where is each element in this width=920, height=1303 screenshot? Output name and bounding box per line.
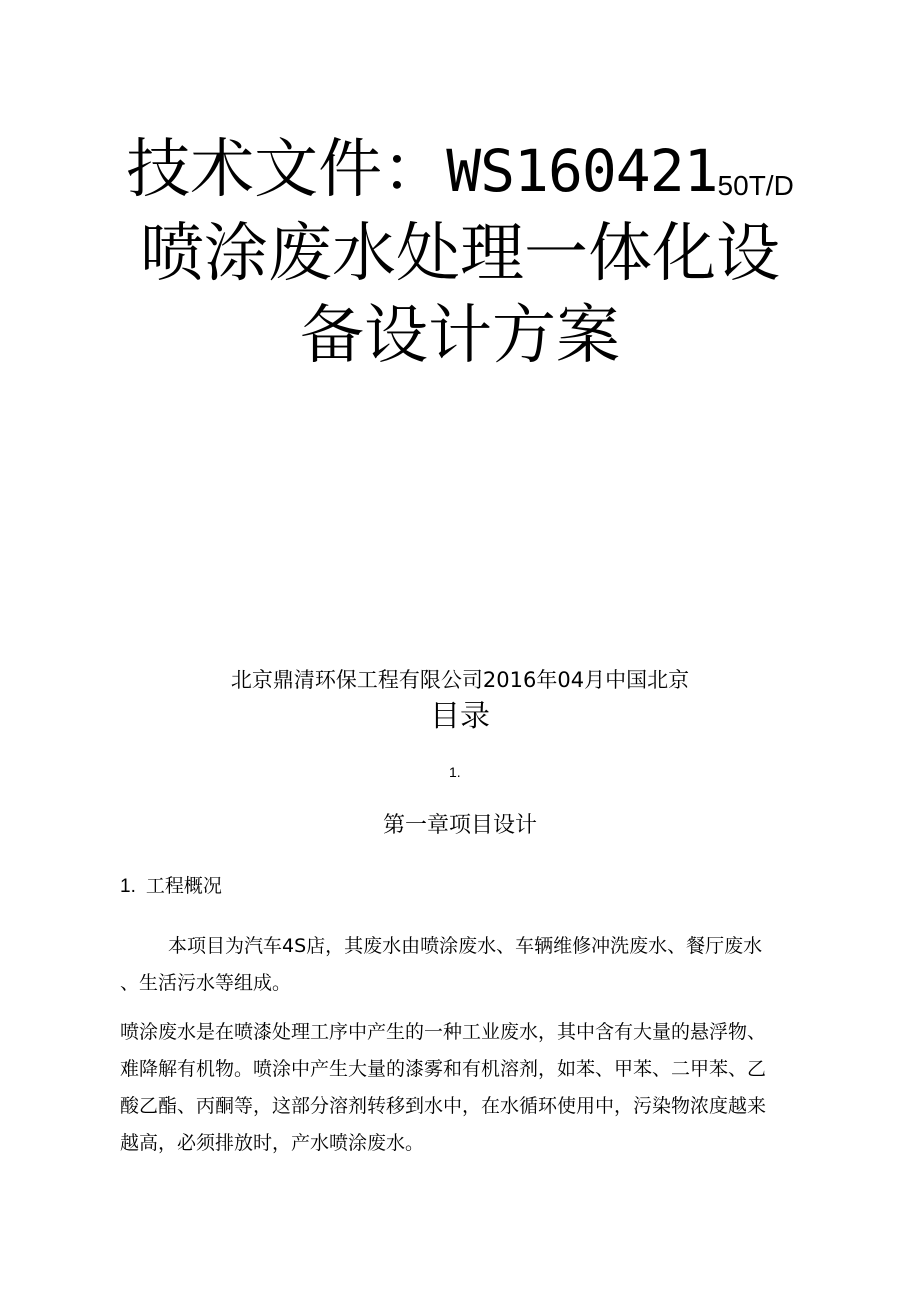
title-line-1 [0,132,920,220]
company-date-line: 北京鼎清环保工程有限公司2016年04月中国北京 [230,668,690,692]
paragraph-1 [120,928,820,1002]
paragraph-2-line-2: 难降解有机物。喷涂中产生大量的漆雾和有机溶剂，如苯、甲苯、二甲苯、乙 [120,1058,767,1080]
paragraph-2-line-4: 越高，必须排放时，产水喷涂废水。 [120,1132,425,1154]
paragraph-2-line-1: 喷涂废水是在喷漆处理工序中产生的一种工业废水，其中含有大量的悬浮物、 [120,1021,767,1043]
title-capacity: 50T/D [717,170,794,201]
toc-heading: 目录 [430,699,490,734]
paragraph-2 [120,1014,820,1162]
paragraph-1-line-1 [120,928,820,965]
paragraph-1-line-2: 、生活污水等组成。 [120,972,292,994]
title-line-3: 备设计方案 [300,299,620,373]
paragraph-2-line-3: 酸乙酯、丙酮等，这部分溶剂转移到水中，在水循环使用中，污染物浓度越来 [120,1095,767,1117]
title-document-code: WS160421 [446,137,718,205]
title-line-2: 喷涂废水处理一体化设 [140,217,780,291]
section-number: 1. [120,876,136,897]
chapter-heading: 第一章项目设计 [382,813,537,838]
toc-item: 1. [449,764,461,780]
section-title: 工程概况 [145,875,222,897]
title-prefix: 技术文件： [126,133,447,207]
paragraph-1-line-1-text: 本项目为汽车4S店，其废水由喷涂废水、车辆维修冲洗废水、餐厅废水 [168,935,763,957]
section-heading [120,872,222,901]
